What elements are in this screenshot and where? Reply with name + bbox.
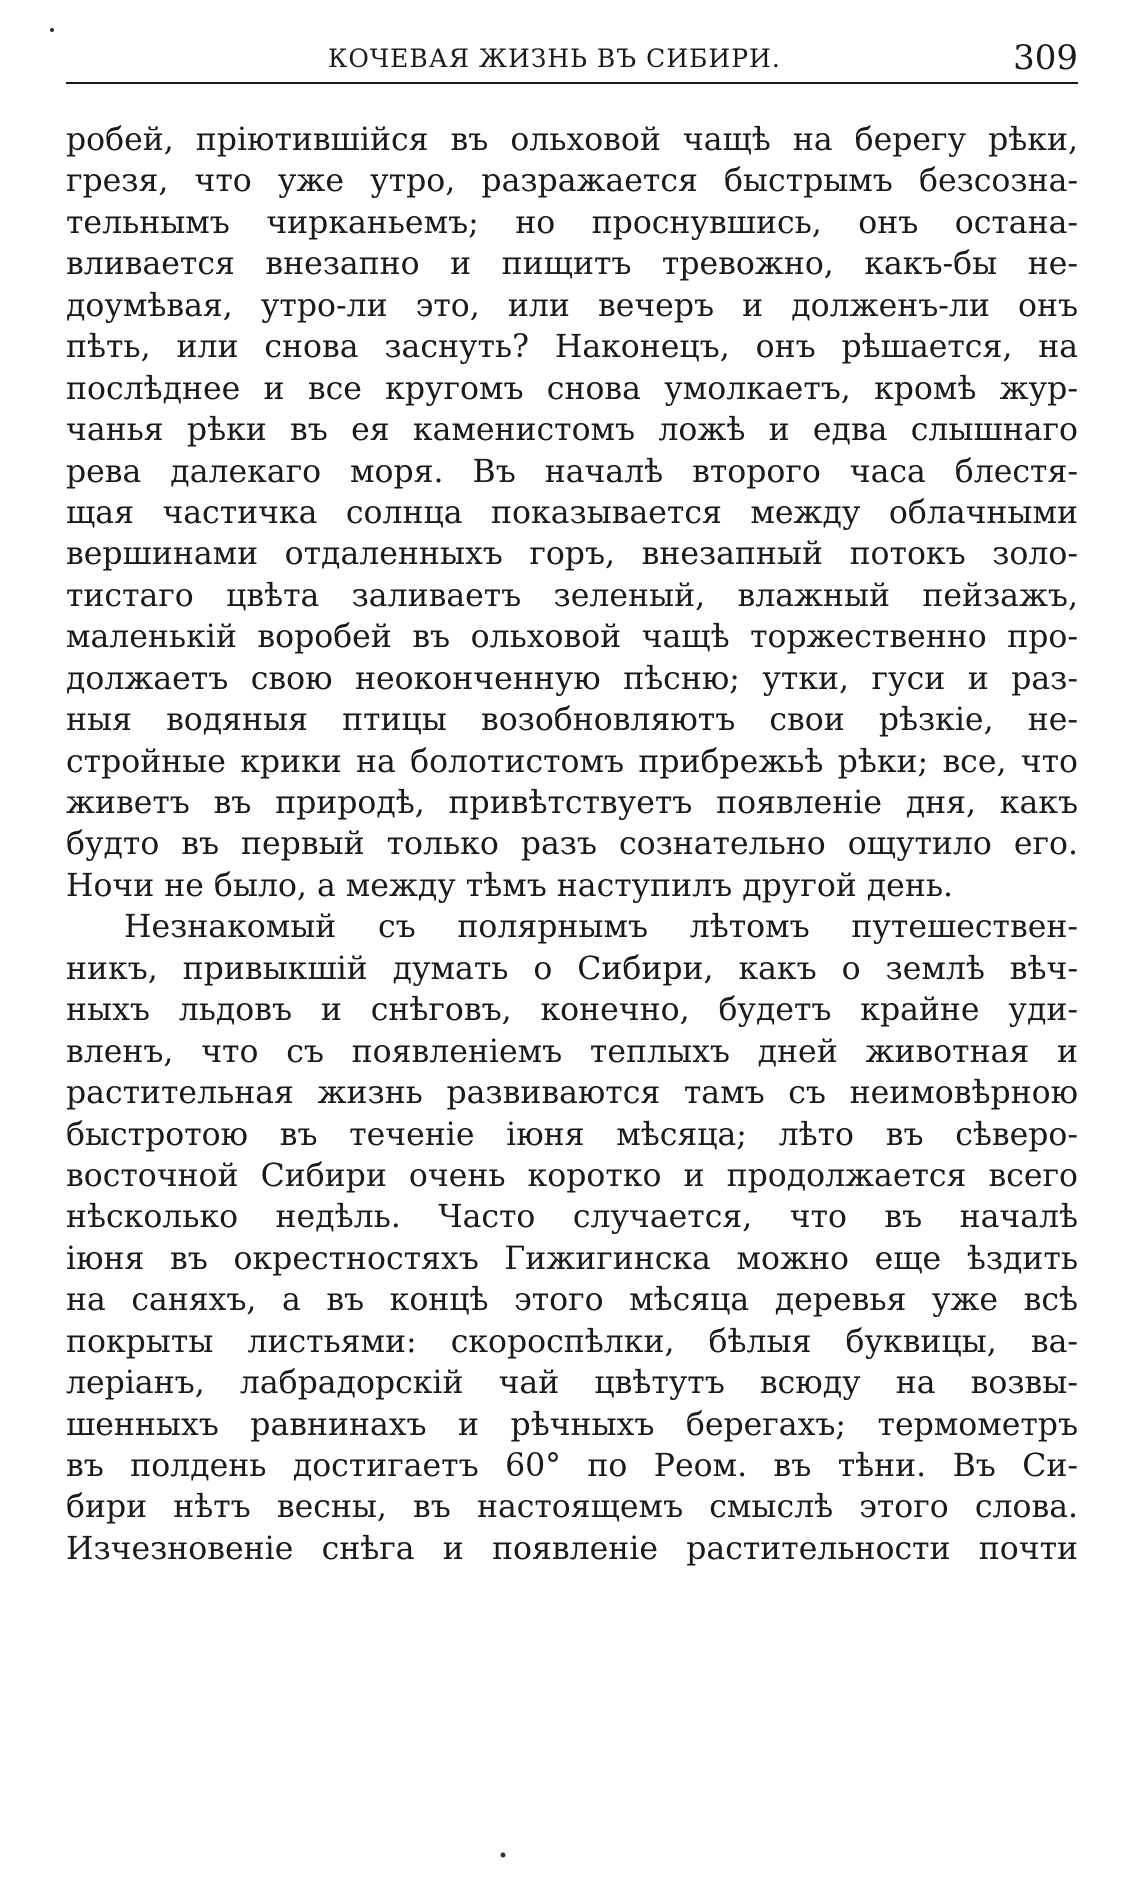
text-line: должаетъ свою неоконченную пѣсню; утки, гуси и раз- xyxy=(66,660,1078,697)
text-line: стройные крики на болотистомъ прибрежьѣ рѣки; все, что xyxy=(66,743,1078,780)
text-line: робей, пріютившійся въ ольховой чащѣ на берегу рѣки, xyxy=(66,122,1078,158)
text-line: чанья рѣки въ ея каменистомъ ложѣ и едва слышнаго xyxy=(66,412,1078,449)
header-rule xyxy=(66,82,1078,84)
text-line: послѣднее и все кругомъ снова умолкаетъ, кромѣ жур- xyxy=(66,370,1078,407)
text-line: на саняхъ, а въ концѣ этого мѣсяца деревья уже всѣ xyxy=(66,1282,1078,1319)
text-line: леріанъ, лабрадорскій чай цвѣтутъ всюду на возвы- xyxy=(66,1365,1078,1402)
text-line: будто въ первый только разъ сознательно ощутило его. xyxy=(66,826,1078,863)
text-line: Ночи не было, а между тѣмъ наступилъ другой день. xyxy=(66,867,953,904)
text-line: шенныхъ равнинахъ и рѣчныхъ берегахъ; термометръ xyxy=(66,1406,1078,1443)
running-title: КОЧЕВАЯ ЖИЗНЬ ВЪ СИБИРИ. xyxy=(328,44,781,73)
text-line: ныя водяныя птицы возобновляютъ свои рѣзкіе, не- xyxy=(66,702,1078,739)
print-speck xyxy=(50,28,54,32)
text-line: покрыты листьями: скороспѣлки, бѣлыя буквицы, ва- xyxy=(66,1323,1078,1360)
text-line: живетъ въ природѣ, привѣтствуетъ появленіе дня, какъ xyxy=(66,785,1078,821)
text-line: вершинами отдаленныхъ горъ, внезапный потокъ золо- xyxy=(66,536,1078,573)
text-line: пѣть, или снова заснуть? Наконецъ, онъ рѣшается, на xyxy=(66,329,1078,366)
text-line: ныхъ льдовъ и снѣговъ, конечно, будетъ крайне уди- xyxy=(66,992,1078,1029)
text-line: нѣсколько недѣль. Часто случается, что въ началѣ xyxy=(66,1199,1078,1236)
text-line: никъ, привыкшій думать о Сибири, какъ о землѣ вѣч- xyxy=(66,950,1078,987)
text-line: Незнакомый съ полярнымъ лѣтомъ путешествен- xyxy=(124,909,1078,946)
paragraph-1 xyxy=(66,120,1078,907)
text-line: доумѣвая, утро-ли это, или вечеръ и долженъ-ли онъ xyxy=(66,287,1078,324)
text-line: бири нѣтъ весны, въ настоящемъ смыслѣ этого слова. xyxy=(66,1489,1078,1526)
text-line: грезя, что уже утро, разражается быстрымъ безсозна- xyxy=(66,163,1078,200)
text-line: въ полдень достигаетъ 60° по Реом. въ тѣни. Въ Си- xyxy=(66,1448,1078,1484)
body-text xyxy=(66,120,1078,1570)
text-line: тистаго цвѣта заливаетъ зеленый, влажный пейзажъ, xyxy=(66,577,1078,614)
paragraph-2 xyxy=(66,907,1078,1570)
text-line: маленькій воробей въ ольховой чащѣ торжественно про- xyxy=(66,619,1078,656)
text-line: вленъ, что съ появленіемъ теплыхъ дней животная и xyxy=(66,1033,1078,1070)
text-line: щая частичка солнца показывается между облачными xyxy=(66,494,1078,531)
text-line: тельнымъ чирканьемъ; но проснувшись, онъ остана- xyxy=(66,204,1078,241)
text-line: вливается внезапно и пищитъ тревожно, какъ-бы не- xyxy=(66,246,1078,283)
text-line: іюня въ окрестностяхъ Гижигинска можно еще ѣздить xyxy=(66,1240,1078,1277)
text-line: быстротою въ теченіе іюня мѣсяца; лѣто въ сѣверо- xyxy=(66,1116,1078,1153)
text-line: рева далекаго моря. Въ началѣ второго часа блестя- xyxy=(66,453,1078,490)
text-line: растительная жизнь развиваются тамъ съ неимовѣрною xyxy=(66,1075,1078,1112)
running-head xyxy=(66,38,1078,82)
text-line: восточной Сибири очень коротко и продолжается всего xyxy=(66,1157,1078,1194)
page-number: 309 xyxy=(1013,38,1078,78)
print-speck xyxy=(501,1853,506,1858)
text-line: Изчезновеніе снѣга и появленіе растительности почти xyxy=(66,1530,1078,1567)
